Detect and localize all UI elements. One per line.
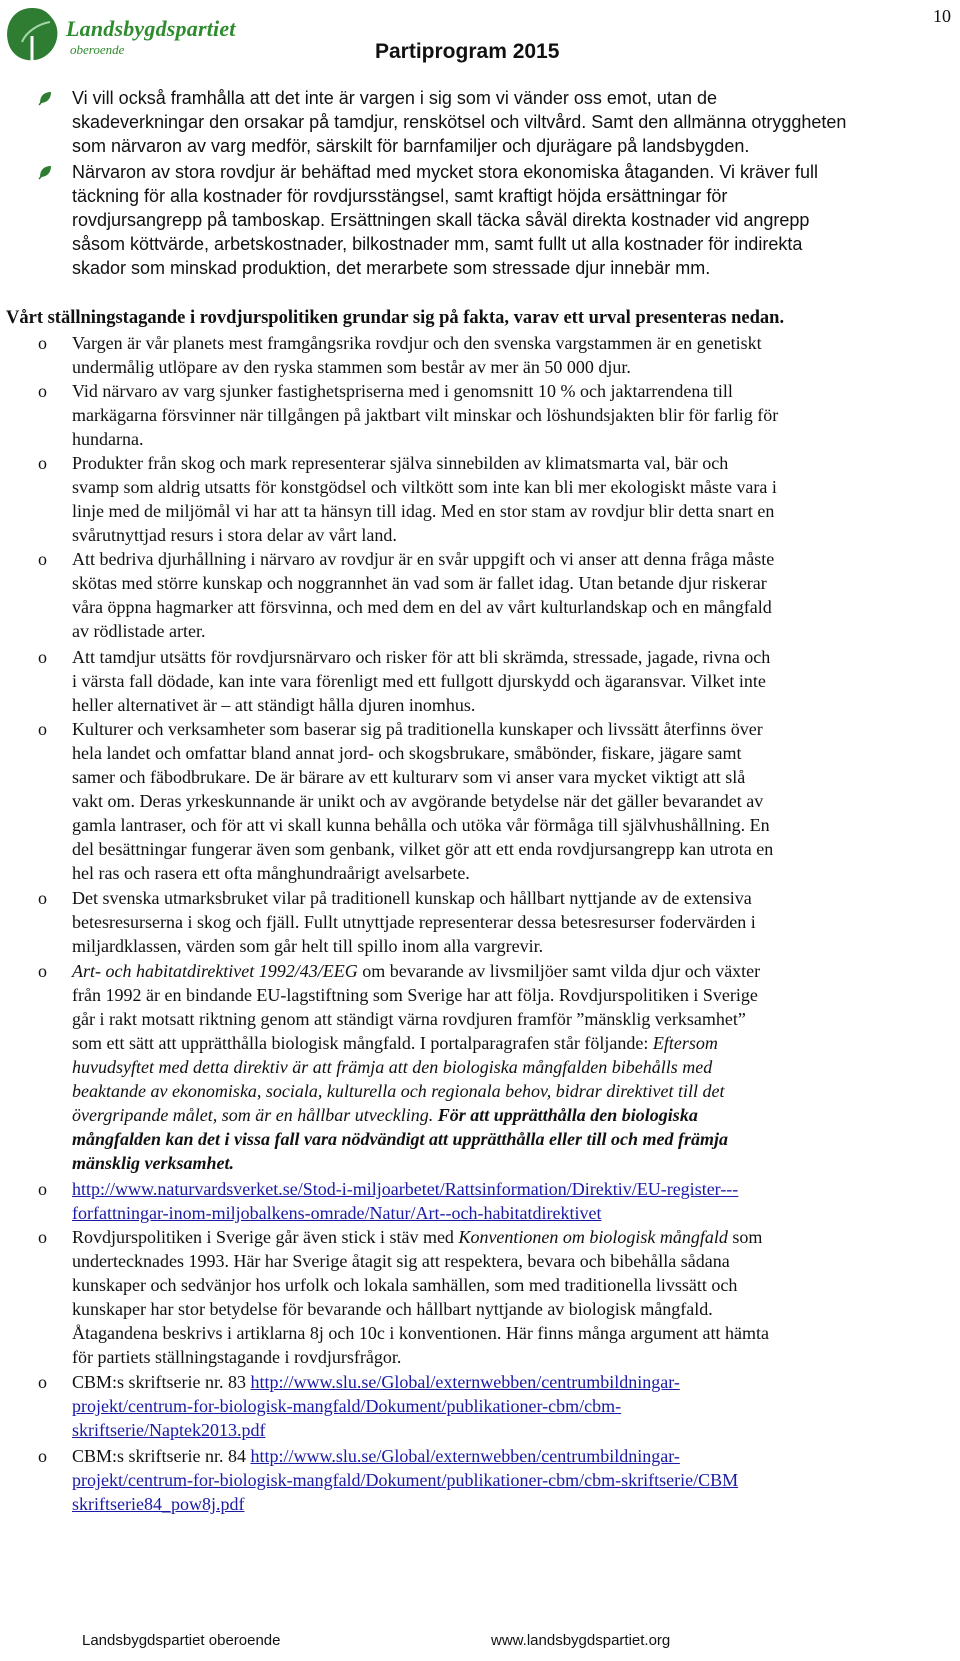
bullet-marker: o [38,381,47,401]
text-line: Det svenska utmarksbruket vilar på traditionell kunskap och hållbart nyttjande av de extensiva [72,888,752,908]
text-line: i värsta fall dödade, kan inte vara förenligt med ett fullgott djurskydd och ägaransvar. Vilket inte [72,671,766,691]
text-span: som ett sätt att upprätthålla biologisk mångfald. I portalparagrafen står följande: [72,1033,653,1053]
section-heading: Vårt ställningstagande i rovdjurspolitiken grundar sig på fakta, varav ett urval presenteras nedan. [6,308,785,328]
text-line: hel ras och rasera ett ofta månghundraårigt avelsarbete. [72,863,470,883]
text-span: om bevarande av livsmiljöer samt vilda djur och växter [357,961,761,981]
bullet-marker: o [38,719,47,739]
naturvardsverket-link[interactable]: http://www.naturvardsverket.se/Stod-i-miljoarbetet/Rattsinformation/Direktiv/EU-register--- [72,1179,739,1199]
bullet-marker: o [38,453,47,473]
text-line: av rödlistade arter. [72,621,206,641]
bullet-marker: o [38,647,47,667]
text-line: del besättningar fungerar även som genbank, vilket gör att ett enda rovdjursangrepp kan utrota en [72,839,774,859]
text-line: Åtagandena beskrivs i artiklarna 8j och 10c i konventionen. Här finns många argument att hämta [72,1323,769,1343]
bullet-marker: o [38,1179,47,1199]
cbm83-link[interactable]: projekt/centrum-for-biologisk-mangfald/Dokument/publikationer-cbm/cbm- [72,1396,622,1416]
directive-name: Art- och habitatdirektivet 1992/43/EEG [72,961,358,981]
bullet-marker: o [38,333,47,353]
text-line: skötas med större kunskap och noggrannhet än vad som är fallet idag. Utan betande djur riskerar [72,573,767,593]
text-line: våra öppna hagmarker att försvinna, och med dem en del av vårt kulturlandskap och en mångfald [72,597,772,617]
text-line: markägarna försvinner när tillgången på jaktbart vilt minskar och löshundsjakten blir för farlig för [72,405,779,425]
text-line: som närvaron av varg medför, särskilt för barnfamiljer och djurägare på landsbygden. [72,136,750,156]
text-line: går i rakt motsatt riktning genom att ständigt värna rovdjuren framför ”mänsklig verksamhet” [72,1009,746,1029]
text-line [72,1370,680,1394]
bullet-marker: o [38,1372,47,1392]
text-line: för partiets ställningstagande i rovdjursfrågor. [72,1347,402,1367]
bullet-marker: o [38,888,47,908]
cbm84-link[interactable]: skriftserie84_pow8j.pdf [72,1494,245,1514]
text-line: kunskaper och sedvänjor hos urfolk och lokala samhällen, som med traditionella livssätt och [72,1275,738,1295]
text-line [72,1444,680,1468]
text-line: samer och fäbodbrukare. De är bärare av ett kulturarv som vi anser vara mycket viktigt att slå [72,767,746,787]
text-line [72,1031,718,1055]
logo-name: Landsbygdspartiet [66,16,236,41]
leaf-bullet-icon [37,164,53,180]
text-line: hela landet och omfattar bland annat jord- och skogsbrukare, småbönder, fiskare, jägare samt [72,743,742,763]
quote-bold-span: För att upprätthålla den biologiska [437,1105,698,1125]
text-span: CBM:s skriftserie nr. 84 [72,1446,251,1466]
text-line: skador som minskad produktion, det merarbete som stressade djur innebär mm. [72,258,711,278]
naturvardsverket-link[interactable]: forfattningar-inom-miljobalkens-omrade/Natur/Art--och-habitatdirektivet [72,1203,602,1223]
page-number: 10 [933,6,951,26]
text-line [72,1225,762,1249]
page-title: Partiprogram 2015 [375,40,560,63]
cbm83-link[interactable]: http://www.slu.se/Global/externwebben/centrumbildningar- [250,1372,680,1392]
text-line: linje med de miljömål vi har att ta hänsyn till idag. Med en stor stam av rovdjur blir detta snart en [72,501,775,521]
leaf-bullet-icon [37,90,53,106]
text-line: vakt om. Deras yrkeskunnande är unikt och av avgörande betydelse när det gäller bevarandet av [72,791,764,811]
logo-subtitle: oberoende [70,42,125,57]
text-line: svårutnyttjad resurs i stora delar av vårt land. [72,525,397,545]
text-line: täckning för alla kostnader för rovdjursstängsel, samt kraftigt höjda ersättningar för [72,186,728,206]
text-line: Produkter från skog och mark representerar själva sinnebilden av klimatsmarta val, bär och [72,453,729,473]
quote-span: övergripande målet, som är en hållbar utveckling. [72,1105,438,1125]
quote-line: mänsklig verksamhet. [72,1153,235,1173]
cbm84-link[interactable]: http://www.slu.se/Global/externwebben/centrumbildningar- [250,1446,680,1466]
text-line: kunskaper har stor betydelse för bevarande och hållbart nyttjande av biologisk mångfald. [72,1299,713,1319]
text-line: Vi vill också framhålla att det inte är vargen i sig som vi vänder oss emot, utan de [72,88,717,108]
text-line: Kulturer och verksamheter som baserar sig på traditionella kunskaper och livssätt återfinns över [72,719,763,739]
bullet-marker: o [38,1227,47,1247]
text-line: heller alternativet är – att ständigt hålla djuren inomhus. [72,695,476,715]
footer-website: www.landsbygdspartiet.org [491,1632,671,1649]
quote-line: mångfalden kan det i vissa fall vara nödvändigt att upprätthålla eller till och med främja [72,1129,729,1149]
text-line: Vid närvaro av varg sjunker fastighetspriserna med i genomsnitt 10 % och jaktarrendena till [72,381,733,401]
bullet-marker: o [38,961,47,981]
leaf-logo-icon [2,2,64,68]
text-line: miljardklassen, värden som går helt till spillo inom alla vargrevir. [72,936,544,956]
text-line [72,959,760,983]
quote-line [72,1103,698,1127]
text-line: Vargen är vår planets mest framgångsrika rovdjur och den svenska vargstammen är en genetiskt [72,333,762,353]
cbm84-link[interactable]: projekt/centrum-for-biologisk-mangfald/Dokument/publikationer-cbm/cbm-skriftserie/CBM [72,1470,739,1490]
text-line: betesresurserna i skog och fjäll. Fullt utnyttjade representerar dessa betesresurser fodervärden i [72,912,756,932]
text-line: undermålig utlöpare av den ryska stammen som består av mer än 50 000 djur. [72,357,631,377]
text-span: Rovdjurspolitiken i Sverige går även stick i stäv med [72,1227,459,1247]
text-line: rovdjursangrepp på tamboskap. Ersättningen skall täcka såväl direkta kostnader vid angrepp [72,210,810,230]
text-line: skadeverkningar den orsakar på tamdjur, renskötsel och viltvård. Samt den allmänna otryggheten [72,112,847,132]
text-line: Att bedriva djurhållning i närvaro av rovdjur är en svår uppgift och vi anser att denna fråga måste [72,549,775,569]
text-line: undertecknades 1993. Här har Sverige åtagit sig att respektera, bevara och bibehålla sådana [72,1251,730,1271]
text-span: CBM:s skriftserie nr. 83 [72,1372,251,1392]
text-line: från 1992 är en bindande EU-lagstiftning som Sverige har att följa. Rovdjurspolitiken i Sverige [72,985,758,1005]
text-line: gamla lantraser, och för att vi skall kunna behålla och utöka vår förmåga till självhushållning. En [72,815,770,835]
text-line: såsom köttvärde, arbetskostnader, bilkostnader mm, samt fullt ut alla kostnader för indirekta [72,234,803,254]
cbm83-link[interactable]: skriftserie/Naptek2013.pdf [72,1420,266,1440]
text-line: hundarna. [72,429,144,449]
text-line: svamp som aldrig utsatts för konstgödsel och viltkött som inte kan bli mer ekologiskt måste vara i [72,477,777,497]
bullet-marker: o [38,549,47,569]
footer-party-name: Landsbygdspartiet oberoende [82,1632,281,1649]
text-line: Att tamdjur utsätts för rovdjursnärvaro och risker för att bli skrämda, stressade, jagade, rivna och [72,647,771,667]
convention-name: Konventionen om biologisk mångfald [458,1227,728,1247]
quote-line: beaktande av ekonomiska, sociala, kulturella och regionala behov, bidrar direktivet till det [72,1081,725,1101]
quote-line: huvudsyftet med detta direktiv är att främja att den biologiska mångfalden bibehålls med [72,1057,713,1077]
party-logo [2,2,242,70]
quote-span: Eftersom [652,1033,718,1053]
text-span: som [727,1227,763,1247]
bullet-marker: o [38,1446,47,1466]
text-line: Närvaron av stora rovdjur är behäftad med mycket stora ekonomiska åtaganden. Vi kräver full [72,162,819,182]
